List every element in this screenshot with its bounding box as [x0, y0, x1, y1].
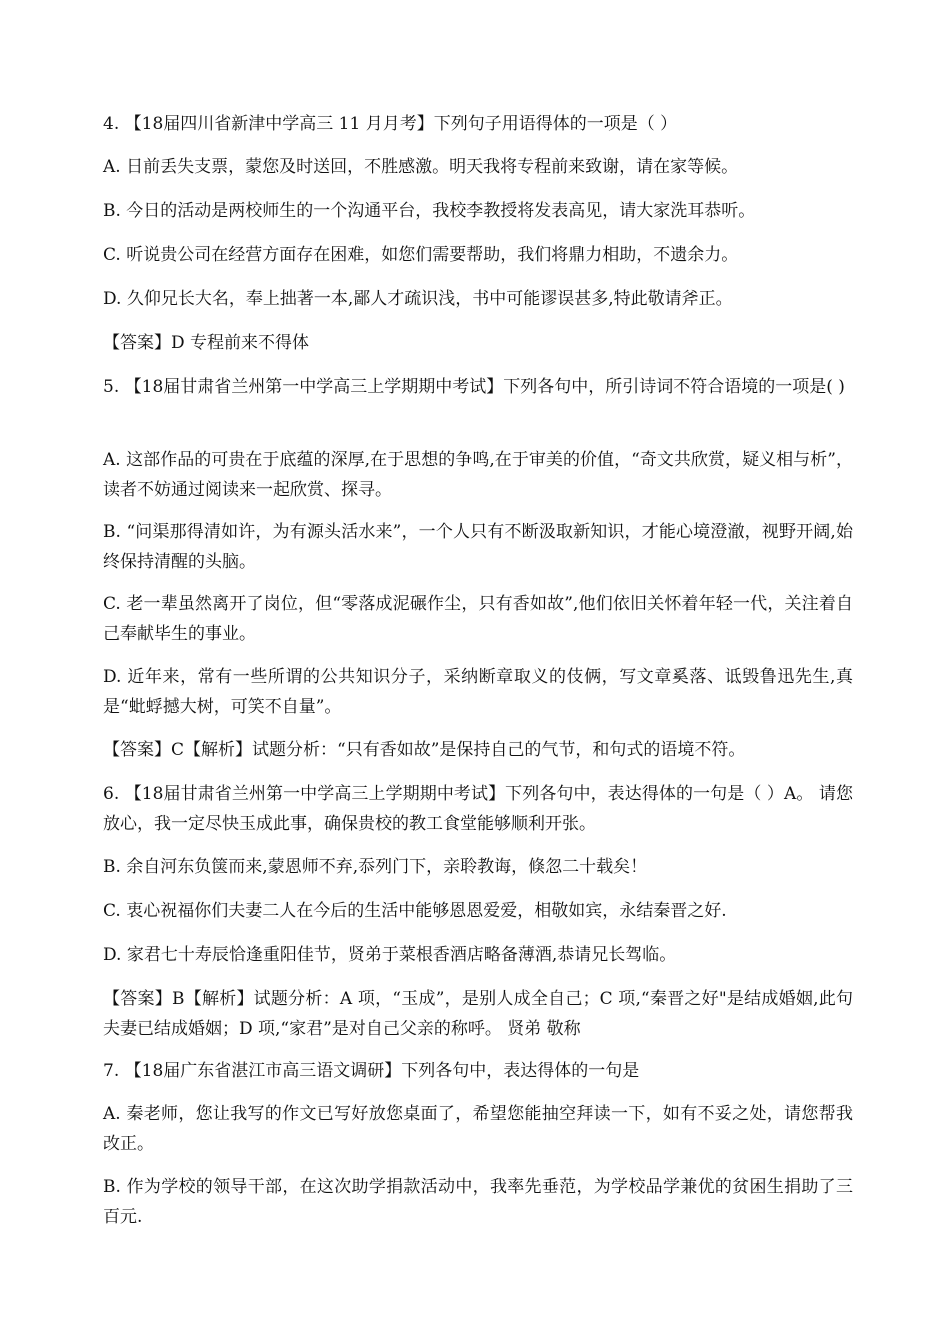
question-6-option-c: C. 衷心祝福你们夫妻二人在今后的生活中能够恩恩爱爱，相敬如宾，永结秦晋之好.	[103, 901, 727, 921]
question-4-option-b: B. 今日的活动是两校师生的一个沟通平台，我校李教授将发表高见，请大家洗耳恭听。	[103, 201, 756, 221]
question-7-option-b: B. 作为学校的领导干部，在这次助学捐款活动中，我率先垂范，为学校品学兼优的贫困生捐助了三百元.	[103, 1177, 853, 1227]
question-6-option-b: B. 余自河东负箧而来,蒙恩师不弃,忝列门下，亲聆教诲，倏忽二十载矣！	[103, 857, 648, 877]
question-4-option-d: D. 久仰兄长大名，奉上拙著一本,鄙人才疏识浅，书中可能谬误甚多,特此敬请斧正。	[103, 289, 733, 309]
question-6-answer: 【答案】B【解析】试题分析：A 项，“玉成”，是别人成全自己；C 项,“秦晋之好"是结成婚姻,此句夫妻已结成婚姻；D 项,“家君”是对自己父亲的称呼。 贤弟 敬称	[103, 989, 853, 1039]
question-4-answer: 【答案】D 专程前来不得体	[103, 333, 310, 353]
question-5-answer: 【答案】C【解析】试题分析：“只有香如故”是保持自己的气节，和句式的语境不符。	[103, 740, 746, 760]
question-4-stem: 4. 【18届四川省新津中学高三 11 月月考】下列句子用语得体的一项是（ ）	[103, 114, 678, 134]
question-4-option-c: C. 听说贵公司在经营方面存在困难，如您们需要帮助，我们将鼎力相助，不遗余力。	[103, 245, 739, 265]
question-5-stem: 5. 【18届甘肃省兰州第一中学高三上学期期中考试】下列各句中，所引诗词不符合语境的一项是( )	[103, 377, 845, 397]
question-5-option-b: B. “问渠那得清如许，为有源头活水来”，一个人只有不断汲取新知识，才能心境澄澈，视野开阔,始终保持清醒的头脑。	[103, 522, 853, 572]
question-7-option-a: A. 秦老师，您让我写的作文已写好放您桌面了，希望您能抽空拜读一下，如有不妥之处，请您帮我改正。	[103, 1104, 853, 1154]
question-5-option-a: A. 这部作品的可贵在于底蕴的深厚,在于思想的争鸣,在于审美的价值，“奇文共欣赏，疑义相与析”，读者不妨通过阅读来一起欣赏、探寻。	[103, 450, 853, 500]
question-4-option-a: A. 日前丢失支票，蒙您及时送回，不胜感激。明天我将专程前来致谢，请在家等候。	[103, 157, 739, 177]
question-6-option-d: D. 家君七十寿辰恰逢重阳佳节，贤弟于菜根香酒店略备薄酒,恭请兄长驾临。	[103, 945, 677, 965]
question-5-option-d: D. 近年来，常有一些所谓的公共知识分子，采纳断章取义的伎俩，写文章奚落、诋毁鲁迅先生,真是“蚍蜉撼大树，可笑不自量”。	[103, 667, 853, 717]
question-6-stem: 6. 【18届甘肃省兰州第一中学高三上学期期中考试】下列各句中，表达得体的一句是（ ）A。 请您放心，我一定尽快玉成此事，确保贵校的教工食堂能够顺利开张。	[103, 784, 853, 834]
question-7-stem: 7. 【18届广东省湛江市高三语文调研】下列各句中，表达得体的一句是	[103, 1061, 640, 1081]
question-5-option-c: C. 老一辈虽然离开了岗位，但“零落成泥碾作尘，只有香如故”,他们依旧关怀着年轻一代，关注着自己奉献毕生的事业。	[103, 594, 853, 644]
